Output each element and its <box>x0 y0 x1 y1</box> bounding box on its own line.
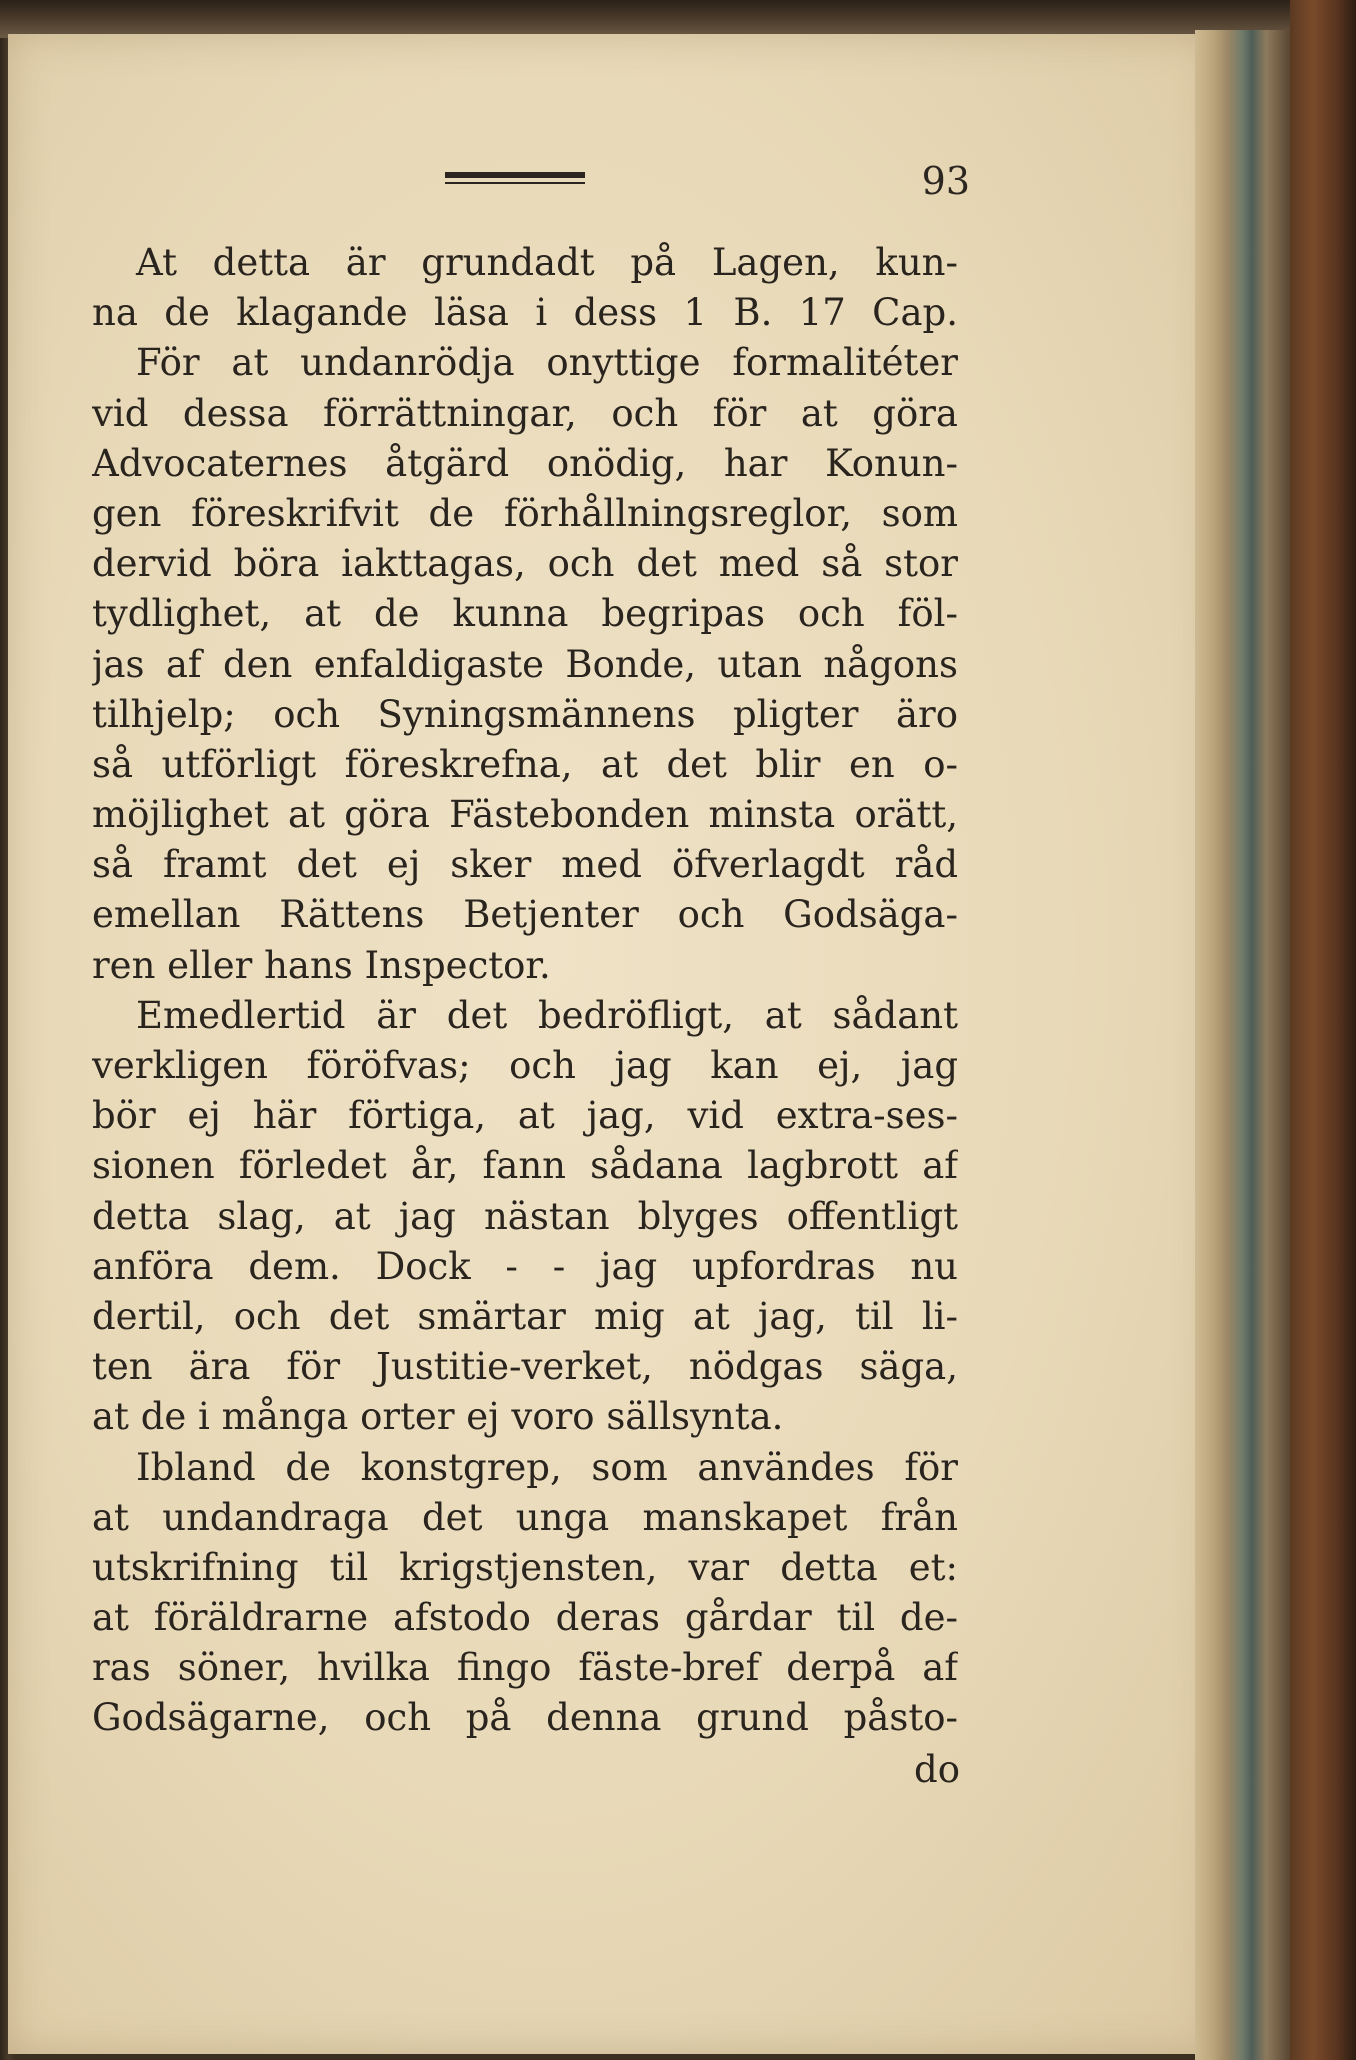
book-spine <box>1290 0 1356 2060</box>
text-line: För at undanrödja onyttige formalitéter <box>136 341 958 385</box>
text-line: bör ej här förtiga, at jag, vid extra-ses- <box>92 1094 958 1138</box>
text-line: emellan Rättens Betjenter och Godsäga- <box>92 893 958 937</box>
text-line: at föräldrarne afstodo deras gårdar til de- <box>92 1596 958 1640</box>
text-line: detta slag, at jag nästan blyges offentligt <box>92 1194 958 1238</box>
text-line: så framt det ej sker med öfverlagdt råd <box>92 843 958 887</box>
text-line: så utförligt föreskrefna, at det blir en o- <box>92 742 958 786</box>
text-line: jas af den enfaldigaste Bonde, utan någons <box>92 642 958 686</box>
text-line: dervid böra iakttagas, och det med så stor <box>92 542 958 586</box>
text-line: na de klagande läsa i dess 1 B. 17 Cap. <box>92 291 958 335</box>
text-line: at undandraga det unga manskapet från <box>92 1495 958 1539</box>
text-line: möjlighet at göra Fästebonden minsta orätt, <box>92 793 958 837</box>
text-line: at de i många orter ej voro sällsynta. <box>92 1395 784 1439</box>
text-line: Ibland de konstgrep, som användes för <box>136 1445 958 1489</box>
page-gutter <box>1195 30 1290 2060</box>
text-line: tydlighet, at de kunna begripas och föl- <box>92 592 958 636</box>
text-line: anföra dem. Dock - - jag upfordras nu <box>92 1244 958 1288</box>
text-line: ras söner, hvilka fingo fäste-bref derpå af <box>92 1646 958 1690</box>
text-line: ren eller hans Inspector. <box>92 943 551 987</box>
text-line: tilhjelp; och Syningsmännens pligter äro <box>92 692 958 736</box>
header-rule <box>445 172 585 188</box>
body-text <box>92 238 958 1744</box>
text-line: utskrifning til krigstjensten, var detta et: <box>92 1545 958 1589</box>
text-line: sionen förledet år, fann sådana lagbrott af <box>92 1144 958 1188</box>
text-line: At detta är grundadt på Lagen, kun- <box>136 241 958 284</box>
text-line: gen föreskrifvit de förhållningsreglor, som <box>92 491 958 535</box>
text-line: Godsägarne, och på denna grund påsto- <box>92 1696 958 1740</box>
text-line: ten ära för Justitie-verket, nödgas säga, <box>92 1345 958 1389</box>
text-line: vid dessa förrättningar, och för at göra <box>92 391 958 435</box>
page-number: 93 <box>921 159 970 203</box>
text-line: Advocaternes åtgärd onödig, har Konun- <box>92 441 958 485</box>
text-line: Emedlertid är det bedröfligt, at sådant <box>136 993 958 1037</box>
catchword: do <box>914 1748 960 1791</box>
text-line: verkligen föröfvas; och jag kan ej, jag <box>92 1044 958 1087</box>
text-line: dertil, och det smärtar mig at jag, til li- <box>92 1294 958 1338</box>
top-edge <box>0 0 1356 38</box>
